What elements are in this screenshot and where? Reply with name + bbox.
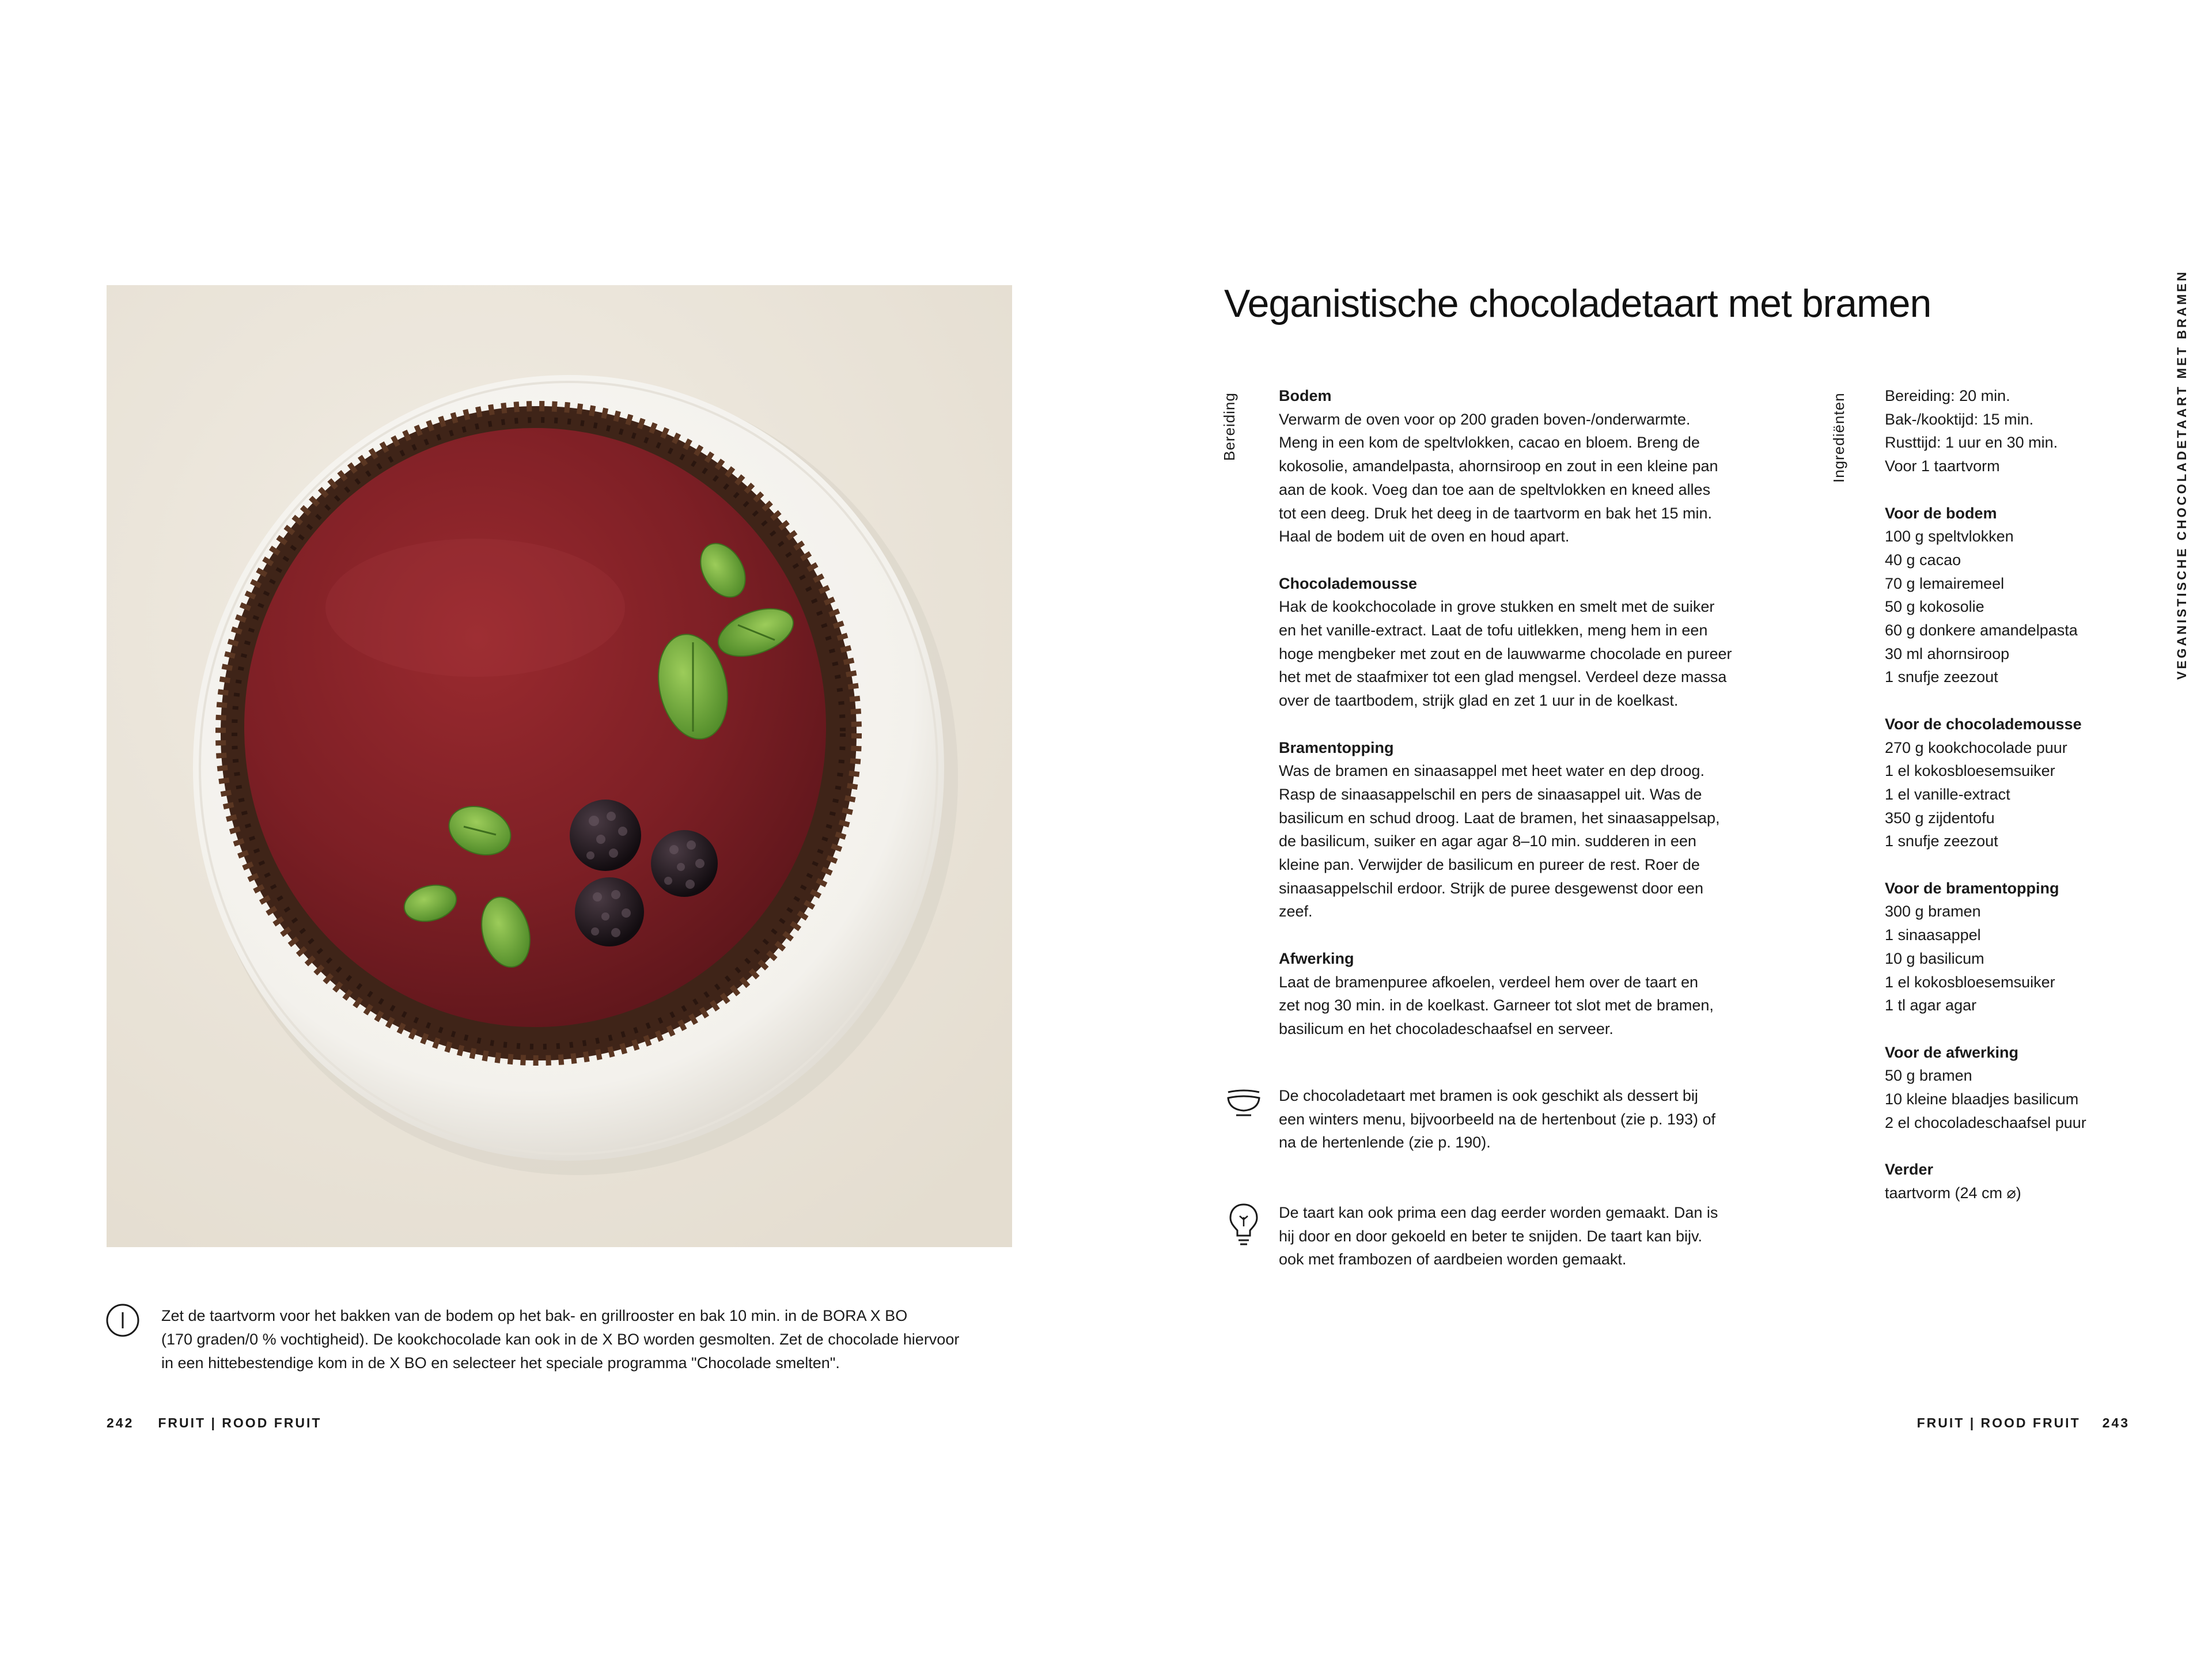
step-heading: Afwerking <box>1279 949 1354 967</box>
ingredient-item: 1 tl agar agar <box>1885 997 1977 1014</box>
section-name: FRUIT | ROOD FRUIT <box>158 1415 322 1430</box>
tip-text: De taart kan ook prima een dag eerder worden gemaakt. Dan is hij door en door gekoeld en beter te snijden. De taart kan bijv. ook met frambozen of aardbeien worden gemaakt. <box>1279 1204 1718 1268</box>
ingredient-item: 270 g kookchocolade puur <box>1885 738 2067 756</box>
tip-text: Zet de taartvorm voor het bakken van de bodem op het bak- en grillrooster en bak 10 min. in de BORA X BO (170 graden/0 % vochtigheid). De kookchocolade kan ook in de X BO worden gesmolten. Zet de chocolade hiervoor in een hittebestendige kom in de X BO en selecteer het speciale programma "Chocolade smelten". <box>161 1307 960 1372</box>
ingredient-item: 30 ml ahornsiroop <box>1885 645 2010 662</box>
timing-line: Rusttijd: 1 uur en 30 min. <box>1885 434 2058 452</box>
timings <box>1885 384 2138 478</box>
page-number: 242 <box>107 1415 134 1430</box>
ingredient-item: 2 el chocoladeschaafsel puur <box>1885 1113 2086 1131</box>
ingredient-item: 300 g bramen <box>1885 903 1981 921</box>
ingredient-group <box>1885 1041 2138 1135</box>
ingredient-item: 1 el vanille-extract <box>1885 785 2010 803</box>
ingredient-group <box>1885 502 2138 690</box>
ingredient-item: 10 kleine blaadjes basilicum <box>1885 1090 2079 1108</box>
group-heading: Voor de chocolademousse <box>1885 715 2082 733</box>
ingredient-item: 50 g kokosolie <box>1885 598 1984 616</box>
ingredient-item: 60 g donkere amandelpasta <box>1885 622 2078 639</box>
preparation-label: Bereiding <box>1221 392 1238 461</box>
preparation-steps <box>1279 384 1774 1064</box>
timing-line: Bereiding: 20 min. <box>1885 387 2010 404</box>
ingredient-list <box>1885 384 2138 1228</box>
step-text: Hak de kookchocolade in grove stukken en smelt met de suiker en het vanille-extract. Laat de tofu uitlekken, meng hem in een hoge mengbeker met zout en de lauwwarme chocolade en pureer het met de staafmixer tot een glad mengsel. Verdeel deze massa over de taartbodem, strijk glad en zet 1 uur in de koelkast. <box>1279 598 1732 710</box>
step-text: Was de bramen en sinaasappel met heet water en dep droog. Rasp de sinaasappelschil en pers de sinaasappel uit. Was de basilicum en schud droog. Laat de bramen, het sinaasappelsap, de basilicum, suiker en agar agar 8–10 min. sudderen in een kleine pan. Verwijder de basilicum en pureer de rest. Roer de sinaasappelschil erdoor. Strijk de puree desgewenst door een zeef. <box>1279 762 1720 921</box>
step-section <box>1279 736 1774 924</box>
ingredient-group <box>1885 713 2138 853</box>
tart-photo <box>107 285 1012 1247</box>
ingredient-item: 1 el kokosbloesemsuiker <box>1885 973 2055 991</box>
step-section <box>1279 384 1774 548</box>
page-number: 243 <box>2102 1415 2130 1430</box>
step-section <box>1279 947 1774 1041</box>
ingredient-item: 1 el kokosbloesemsuiker <box>1885 762 2055 780</box>
ingredient-item: 70 g lemairemeel <box>1885 574 2005 592</box>
tip-text: De chocoladetaart met bramen is ook geschikt als dessert bij een winters menu, bijvoorbeeld na de hertenbout (zie p. 193) of na de hertenlende (zie p. 190). <box>1279 1087 1715 1152</box>
info-icon <box>105 1303 140 1338</box>
step-heading: Bodem <box>1279 387 1332 404</box>
timing-line: Voor 1 taartvorm <box>1885 457 2000 475</box>
ingredient-item: 50 g bramen <box>1885 1067 1972 1085</box>
section-name: FRUIT | ROOD FRUIT <box>1916 1415 2081 1430</box>
step-heading: Bramentopping <box>1279 738 1394 756</box>
ingredient-item: taartvorm (24 cm ⌀) <box>1885 1184 2021 1202</box>
step-heading: Chocolademousse <box>1279 574 1418 592</box>
ingredient-item: 350 g zijdentofu <box>1885 809 1995 827</box>
step-text: Laat de bramenpuree afkoelen, verdeel hem over de taart en zet nog 30 min. in de koelkast. Garneer tot slot met de bramen, basilicum en het chocoladeschaafsel en serveer. <box>1279 973 1714 1037</box>
step-section <box>1279 572 1774 713</box>
footer-right <box>1917 1415 2130 1431</box>
ingredient-group <box>1885 1158 2138 1205</box>
step-text: Verwarm de oven voor op 200 graden boven-/onderwarmte. Meng in een kom de speltvlokken, cacao en bloem. Breng de kokosolie, amandelpasta, ahornsiroop en zout in een kleine pan aan de kook. Voeg dan toe aan de speltvlokken en kneed alles tot een deeg. Druk het deeg in de taartvorm en bak het 15 min. Haal de bodem uit de oven en houd apart. <box>1279 410 1718 546</box>
ingredient-group <box>1885 877 2138 1017</box>
bowl-icon <box>1226 1084 1262 1120</box>
recipe-title: Veganistische chocoladetaart met bramen <box>1224 282 1931 325</box>
ingredient-item: 40 g cacao <box>1885 551 1961 569</box>
ingredient-item: 1 snufje zeezout <box>1885 832 1998 850</box>
ingredients-label: Ingrediënten <box>1830 392 1847 483</box>
footer-left <box>107 1415 321 1431</box>
lightbulb-icon <box>1226 1201 1262 1247</box>
ingredient-item: 1 sinaasappel <box>1885 926 1981 944</box>
ingredient-item: 100 g speltvlokken <box>1885 528 2014 546</box>
side-title: VEGANISTISCHE CHOCOLADETAART MET BRAMEN <box>2175 270 2189 680</box>
group-heading: Voor de bramentopping <box>1885 879 2059 897</box>
group-heading: Voor de afwerking <box>1885 1043 2019 1061</box>
group-heading: Verder <box>1885 1161 1934 1179</box>
group-heading: Voor de bodem <box>1885 504 1997 522</box>
timing-line: Bak-/kooktijd: 15 min. <box>1885 410 2034 428</box>
ingredient-item: 1 snufje zeezout <box>1885 668 1998 686</box>
ingredient-item: 10 g basilicum <box>1885 949 1984 967</box>
